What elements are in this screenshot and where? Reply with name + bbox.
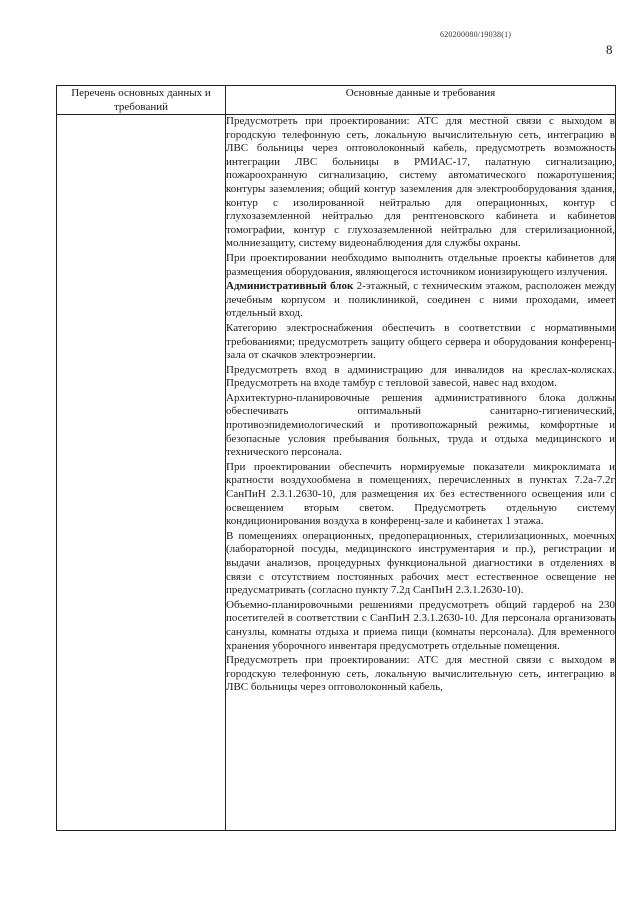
- paragraph: Объемно-планировочными решениями предусмотреть общий гардероб на 230 посетителей в соответствии с СанПиН 2.3.1.2630-10. Для персонала организовать санузлы, комнаты отдыха и приема пищи (комнаты персонала). Для временного хранения уборочного инвентаря предусмотреть отдельные помещения.: [226, 598, 615, 652]
- paragraph: При проектировании необходимо выполнить отдельные проекты кабинетов для размещения оборудования, являющегося источником ионизирующего излучения.: [226, 251, 615, 278]
- paragraph: Предусмотреть вход в администрацию для инвалидов на креслах-колясках. Предусмотреть на входе тамбур с тепловой завесой, навес над входом.: [226, 363, 615, 390]
- paragraph: При проектировании обеспечить нормируемые показатели микроклимата и кратности воздухообмена в помещениях, перечисленных в пунктах 7.2а-7.2г СанПиН 2.3.1.2630-10, для размещения их без естественного освещения или с освещением вторым светом. Предусмотреть отдельную систему кондиционирования воздуха в конференц-зале и кабинетах 1 этажа.: [226, 460, 615, 528]
- paragraph: Предусмотреть при проектировании: АТС для местной связи с выходом в городскую телефонную сеть, локальную вычислительную сеть, интеграцию в ЛВС больницы через оптоволоконный кабель,: [226, 654, 615, 694]
- admin-block-heading: Административный блок: [226, 280, 354, 293]
- table-body-row: [57, 115, 616, 831]
- page-number: 8: [606, 42, 613, 57]
- paragraph: В помещениях операционных, предоперационных, стерилизационных, моечных (лабораторной посуды, медицинского инструментария и пр.), регистрации и выдачи анализов, процедурных функциональной диагностики в отделениях в связи с отсутствием постоянных рабочих мест естественное освещение не предусматривать (согласно пункту 7.2д СанПиН 2.3.1.2630-10).: [226, 529, 615, 597]
- paragraph: Категорию электроснабжения обеспечить в соответствии с нормативными требованиями; предусмотреть защиту общего сервера и оборудования конференц-зала от скачков электроэнергии.: [226, 321, 615, 362]
- column-header-left: Перечень основных данных и требований: [57, 86, 226, 115]
- paragraph: Архитектурно-планировочные решения административного блока должны обеспечивать оптимальный санитарно-гигиенический, противоэпидемиологический и противопожарный режимы, комфортные и безопасные условия пребывания больных, труда и отдыха медицинского и технического персонала.: [226, 391, 615, 459]
- paragraph-admin-block: Административный блок 2-этажный, с техническим этажом, расположен между лечебным корпусом и поликлиникой, соединен с ними проходами, имеет отдельный вход.: [226, 280, 615, 320]
- table-header-row: [57, 86, 616, 115]
- column-header-right: Основные данные и требования: [226, 86, 616, 115]
- document-number: 620200080/19038(1): [440, 30, 512, 39]
- paragraph: Предусмотреть при проектировании: АТС для местной связи с выходом в городскую телефонную сеть, локальную вычислительную сеть, интеграцию в ЛВС больницы через оптоволоконный кабель, предусмотреть возможность интеграции ЛВС больницы в РМИАС-17, палатную сигнализацию, пожароохранную сигнализацию, систему автоматического пожаротушения; контуры заземления; общий контур заземления для электрооборудования здания, контур с изолированной нейтралью для операционных, контур с глухозаземленной нейтралью для рентгеновского кабинета и кабинетов томографии, контур с глухозаземленной нейтралью для стерилизационной, молниезащиту, систему видеонаблюдения для службы охраны.: [226, 115, 615, 250]
- requirements-cell: [226, 115, 616, 831]
- left-cell-empty: [57, 115, 226, 831]
- requirements-table: [56, 85, 616, 831]
